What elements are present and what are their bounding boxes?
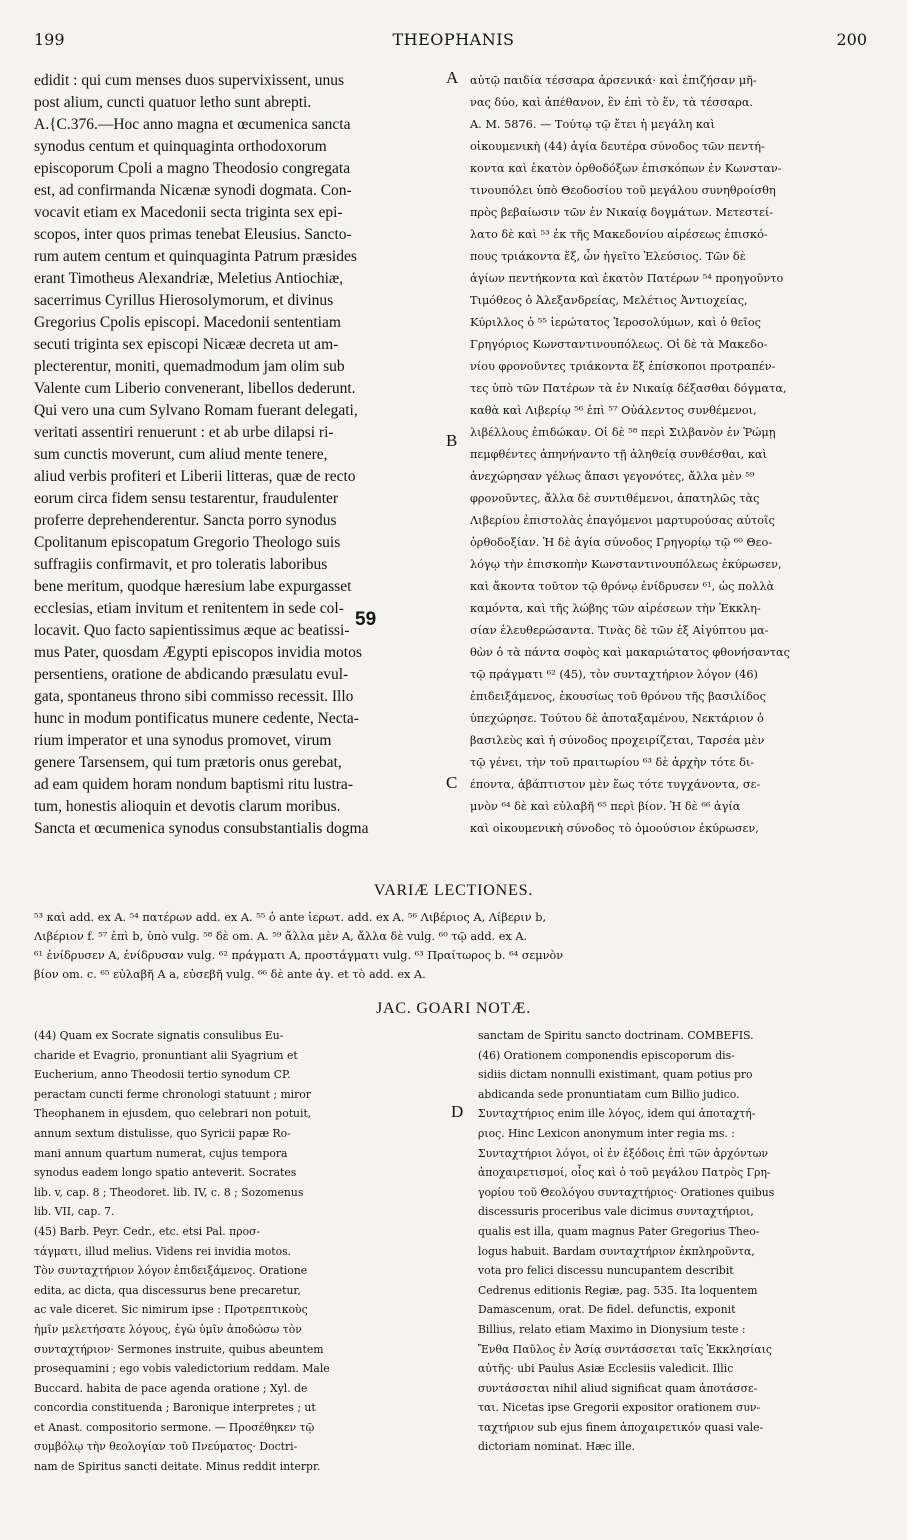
- note-line: prosequamini ; ego vobis valedictorium reddam. Male: [34, 1362, 330, 1376]
- page-number-right: 200: [836, 30, 867, 49]
- latin-line: edidit : qui cum menses duos supervixissent, unus: [34, 72, 344, 89]
- note-line: discessuris proceribus vale dicimus συνταχτήριοι,: [478, 1205, 754, 1219]
- note-line: Billius, relato etiam Maximo in Dionysium teste :: [478, 1322, 746, 1336]
- note-line: συμβόλῳ τὴν θεολογίαν τοῦ Πνεύματος· Doctri-: [34, 1440, 298, 1454]
- note-line: (45) Barb. Peyr. Cedr., etc. etsi Pal. προσ-: [34, 1224, 261, 1238]
- greek-line: σίαν ἐλευθερώσαντα. Τινὰς δὲ τῶν ἐξ Αἰγύπτου μα-: [470, 624, 769, 637]
- column-page-number: 59: [355, 609, 377, 630]
- notes-left-column: [34, 1026, 444, 1477]
- note-line: Damascenum, orat. De fidel. defunctis, exponit: [478, 1303, 736, 1317]
- greek-line: ὑπεχώρησε. Τούτου δὲ ἀποταξαμένου, Νεκτάριον ὁ: [470, 712, 764, 725]
- note-line: abdicanda sede pronuntiatam cum Billio judico.: [478, 1087, 740, 1101]
- note-line: annum sextum distulisse, quo Syricii papæ Ro-: [34, 1126, 291, 1140]
- variae-lectiones-heading: VARIÆ LECTIONES.: [373, 882, 534, 899]
- margin-letter-c: C: [446, 773, 458, 792]
- greek-line: πεμφθέντες ἀπηνήναντο τῇ ἀληθείᾳ συνθέσθαι, καὶ: [470, 448, 767, 461]
- notes-heading: JAC. GOARI NOTÆ.: [375, 1000, 532, 1017]
- note-line: lib. v, cap. 8 ; Theodoret. lib. IV, c. 8 ; Sozomenus: [34, 1185, 304, 1199]
- margin-letter-d: D: [451, 1102, 464, 1121]
- greek-line: μνὸν ⁶⁴ δὲ καὶ εὐλαβῆ ⁶⁵ περὶ βίον. Ἡ δὲ ⁶⁶ ἁγία: [470, 800, 741, 813]
- note-line: qualis est illa, quam magnus Pater Gregorius Theo-: [478, 1224, 760, 1238]
- latin-line: sum cunctis moverunt, cum aliud mente tenere,: [34, 446, 328, 463]
- greek-line: οἰκουμενικὴ (44) ἁγία δευτέρα σύνοδος τῶν πεντή-: [470, 140, 765, 153]
- latin-line: rum autem centum et quinquaginta Patrum præsides: [34, 248, 357, 265]
- greek-line: έποντα, ἀβάπτιστον μὲν ἕως τότε τυγχάνοντα, σε-: [470, 778, 761, 791]
- greek-line: βασιλεὺς καὶ ἡ σύνοδος προχειρίζεται, Ταρσέα μὲν: [470, 734, 765, 747]
- latin-line: scopos, inter quos primas tenebat Eleusius. Sancto-: [34, 226, 352, 243]
- note-line: peractam cuncti ferme chronologi statuunt ; miror: [34, 1087, 311, 1101]
- latin-line: aliud verbis profiteri et Liberii litteras, quæ de recto: [34, 468, 356, 485]
- margin-letter-b: B: [446, 431, 458, 450]
- latin-line: tum, honestis alioquin et devotis clarum moribus.: [34, 798, 341, 815]
- greek-line: καὶ ἄκοντα τοῦτον τῷ θρόνῳ ἐνίδρυσεν ⁶¹, ὡς πολλὰ: [470, 580, 775, 593]
- greek-column: [470, 70, 870, 840]
- note-line: logus habuit. Bardam συνταχτήριον ἐκπληροῦντα,: [478, 1244, 755, 1258]
- note-line: Ἔνθα Παῦλος ἐν Ἀσίᾳ συντάσσεται ταῖς Ἐκκλησίαις: [478, 1342, 772, 1356]
- greek-line: καὶ οἰκουμενικὴ σύνοδος τὸ ὁμοούσιον ἐκύρωσεν,: [470, 822, 759, 835]
- note-line: sidiis dictam nonnulli existimant, quam potius pro: [478, 1068, 753, 1082]
- latin-line: gata, spontaneus throno sibi commisso recessit. Illo: [34, 688, 354, 705]
- greek-line: ἐπιδειξάμενος, ἑκουσίως τοῦ θρόνου τῆς βασιλίδος: [470, 690, 766, 703]
- greek-line: νας δύο, καὶ ἀπέθανον, ἓν ἐπὶ τὸ ἕν, τὰ τέσσαρα.: [470, 96, 754, 109]
- note-line: (46) Orationem componendis episcoporum dis-: [478, 1048, 735, 1062]
- latin-line: Cpolitanum episcopatum Gregorio Theologo suis: [34, 534, 341, 551]
- note-line: Cedrenus editionis Regiæ, pag. 535. Ita loquentem: [478, 1283, 758, 1297]
- latin-line: est, ad confirmanda Nicænæ synodi dogmata. Con-: [34, 182, 352, 199]
- note-line: Buccard. habita de pace agenda oratione ; Xyl. de: [34, 1381, 308, 1395]
- note-line: vota pro felici discessu nuncupantem describit: [478, 1264, 734, 1278]
- latin-line: A.{C.376.—Hoc anno magna et œcumenica sancta: [34, 116, 351, 133]
- note-line: Theophanem in ejusdem, quo celebrari non potuit,: [34, 1107, 312, 1121]
- note-line: συντάσσεται nihil aliud significat quam ἀποτάσσε-: [478, 1381, 758, 1395]
- note-line: edita, ac dicta, qua discessurus bene precaretur,: [34, 1283, 301, 1297]
- greek-line: τῷ γένει, τὴν τοῦ πραιτωρίου ⁶³ δὲ ἀρχὴν τότε δι-: [470, 756, 755, 769]
- note-line: et Anast. compositorio sermone. — Προσέθηκεν τῷ: [34, 1420, 315, 1434]
- note-line: τάγματι, illud melius. Videns rei invidia motos.: [34, 1244, 292, 1258]
- note-line: γορίου τοῦ Θεολόγου συνταχτήριος· Orationes quibus: [478, 1185, 775, 1199]
- latin-line: Sancta et œcumenica synodus consubstantialis dogma: [34, 820, 369, 837]
- latin-column: [34, 70, 434, 840]
- note-line: ται. Nicetas ipse Gregorii expositor orationem συν-: [478, 1401, 761, 1415]
- greek-line: ἁγίων πεντήκοντα καὶ ἑκατὸν Πατέρων ⁵⁴ προηγοῦντο: [470, 272, 784, 285]
- greek-line: A. M. 5876. — Τούτῳ τῷ ἔτει ἡ μεγάλη καὶ: [470, 118, 715, 131]
- greek-line: Τιμόθεος ὁ Ἀλεξανδρείας, Μελέτιος Ἀντιοχείας,: [470, 294, 748, 307]
- greek-line: καθὰ καὶ Λιβερίῳ ⁵⁶ ἐπὶ ⁵⁷ Οὐάλεντος συνθέμενοι,: [470, 404, 757, 417]
- note-line: lib. VII, cap. 7.: [34, 1205, 115, 1219]
- greek-line: θὼν ὁ τὰ πάντα σοφὸς καὶ μακαριώτατος φθονήσαντας: [470, 646, 790, 659]
- note-line: nam de Spiritus sancti deitate. Minus reddit interpr.: [34, 1460, 321, 1474]
- latin-line: sacerrimus Cyrillus Hierosolymorum, et divinus: [34, 292, 334, 309]
- latin-line: locavit. Quo facto sapientissimus æque ac beatissi-: [34, 622, 350, 639]
- greek-line: φρονοῦντες, ἄλλα δὲ συντιθέμενοι, ἀπατηλῶς τὰς: [470, 492, 760, 505]
- greek-line: λατο δὲ καὶ ⁵³ ἐκ τῆς Μακεδονίου αἱρέσεως ἐπισκό-: [470, 228, 768, 241]
- variae-lectiones: [34, 908, 563, 984]
- page-number-left: 199: [34, 30, 65, 49]
- note-line: ταχτήριον sub ejus finem ἀποχαιρετικόν quasi vale-: [478, 1420, 764, 1434]
- greek-line: πρὸς βεβαίωσιν τῶν ἐν Νικαίᾳ δογμάτων. Μετεστεί-: [470, 206, 774, 219]
- latin-line: plecterentur, moniti, quemadmodum jam olim sub: [34, 358, 345, 375]
- latin-line: Gregorius Cpolis episcopi. Macedonii sententiam: [34, 314, 341, 331]
- greek-line: ἀνεχώρησαν γέλως ἅπασι γεγονότες, ἄλλα μὲν ⁵⁹: [470, 470, 755, 483]
- note-line: concordia constituenda ; Baronique interpretes ; ut: [34, 1401, 316, 1415]
- latin-line: genere Tarsensem, qui tum prætoris onus gerebat,: [34, 754, 342, 771]
- note-line: dictoriam nominat. Hæc ille.: [478, 1440, 635, 1454]
- variant-line: ⁶¹ ἐνίδρυσεν A, ἐνίδρυσαν vulg. ⁶² πράγματι A, προστάγματι vulg. ⁶³ Πραίτωρος b. ⁶⁴ σεμνὸν: [34, 949, 564, 962]
- variant-line: ⁵³ καὶ add. ex A. ⁵⁴ πατέρων add. ex A. ⁵⁵ ὁ ante ἱερωτ. add. ex A. ⁵⁶ Λιβέριος A, Λίβεριν b,: [34, 911, 547, 924]
- note-line: sanctam de Spiritu sancto doctrinam. COMBEFIS.: [478, 1029, 754, 1042]
- greek-line: τες ὑπὸ τῶν Πατέρων τὰ ἐν Νικαίᾳ δέξασθαι δόγματα,: [470, 382, 787, 395]
- greek-line: ὀρθοδοξίαν. Ἡ δὲ ἁγία σύνοδος Γρηγορίῳ τῷ ⁶⁰ Θεο-: [470, 536, 773, 549]
- latin-line: erant Timotheus Alexandriæ, Meletius Antiochiæ,: [34, 270, 344, 287]
- greek-line: τῷ πράγματι ⁶² (45), τὸν συνταχτήριον λόγον (46): [470, 668, 758, 681]
- greek-line: Κύριλλος ὁ ⁵⁵ ἱερώτατος Ἱεροσολύμων, καὶ ὁ θεῖος: [470, 316, 761, 329]
- variant-line: βίον om. c. ⁶⁵ εὐλαβῆ A a, εὐσεβῆ vulg. ⁶⁶ δὲ ante ἁγ. et τὸ add. ex A.: [34, 968, 426, 981]
- note-line: συνταχτήριον· Sermones instruite, quibus abeuntem: [34, 1342, 324, 1356]
- latin-line: secuti triginta sex episcopi Nicææ decreta ut am-: [34, 336, 339, 353]
- latin-line: bene meritum, quodque hæresium labe expurgasset: [34, 578, 352, 595]
- latin-line: Valente cum Liberio convenerant, libellos dederunt.: [34, 380, 356, 397]
- latin-line: persentiens, oratione de abdicando præsulatu evul-: [34, 666, 349, 683]
- variant-line: Λιβέριον f. ⁵⁷ ἐπὶ b, ὑπὸ vulg. ⁵⁸ δὲ om. A. ⁵⁹ ἄλλα μὲν A, ἄλλα δὲ vulg. ⁶⁰ τῷ add. ex A.: [34, 930, 528, 943]
- greek-line: Γρηγόριος Κωνσταντινουπόλεως. Οἱ δὲ τὰ Μακεδο-: [470, 338, 768, 351]
- note-line: ἀποχαιρετισμοί, οἷος καὶ ὁ τοῦ μεγάλου Πατρὸς Γρη-: [478, 1166, 771, 1180]
- greek-line: τινουπόλει ὑπὸ Θεοδοσίου τοῦ μεγάλου συνηθροίσθη: [470, 184, 776, 197]
- latin-line: proferre deprehenderentur. Sancta porro synodus: [34, 512, 337, 529]
- note-line: Eucherium, anno Theodosii tertio synodum CP.: [34, 1068, 291, 1082]
- latin-line: ad eam quidem horam nondum baptismi ritu lustra-: [34, 776, 353, 793]
- greek-line: πους τριάκοντα ἕξ, ὧν ἡγεῖτο Ἐλεύσιος. Τῶν δὲ: [470, 250, 746, 263]
- note-line: (44) Quam ex Socrate signatis consulibus Eu-: [34, 1029, 284, 1042]
- note-line: Συνταχτήριος enim ille λόγος, idem qui ἀποταχτή-: [478, 1107, 756, 1121]
- latin-line: mus Pater, quosdam Ægypti episcopos invidia motos: [34, 644, 362, 661]
- greek-line: Λιβερίου ἐπιστολὰς ἐπαγόμενοι μαρτυρούσας αὐτοῖς: [470, 514, 775, 527]
- note-line: ἡμῖν μελετήσατε λόγους, ἐγὼ ὑμῖν ἀποδώσω τὸν: [34, 1322, 302, 1336]
- greek-line: αὐτῷ παιδία τέσσαρα ἀρσενικά· καὶ ἐπιζήσαν μῆ-: [470, 74, 757, 87]
- greek-line: κοντα καὶ ἑκατὸν ὀρθοδόξων ἐπισκόπων ἐν Κωνσταν-: [470, 162, 782, 175]
- latin-line: rium imperator et una synodus promovet, virum: [34, 732, 332, 749]
- latin-line: ecclesias, etiam invitum et renitentem in sede col-: [34, 600, 344, 617]
- note-line: Συνταχτήριοι λόγοι, οἱ ἐν ἐξόδοις ἐπὶ τῶν ἀρχόντων: [478, 1146, 768, 1160]
- running-title: THEOPHANIS: [392, 30, 515, 49]
- notes-right-column: [478, 1026, 878, 1457]
- latin-line: veritati assentiri renuerunt : et ab urbe dilapsi ri-: [34, 424, 334, 441]
- greek-line: λιβέλλους ἐπιδώκαν. Οἱ δὲ ⁵⁸ περὶ Σιλβανὸν ἐν Ῥώμῃ: [470, 426, 776, 439]
- note-line: Τὸν συνταχτήριον λόγον ἐπιδειξάμενος. Oratione: [34, 1264, 308, 1278]
- greek-line: καμόντα, καὶ τῆς λώβης τῶν αἱρέσεων τὴν Ἐκκλη-: [470, 602, 761, 615]
- note-line: mani annum quartum numerat, cujus tempora: [34, 1146, 288, 1160]
- latin-line: vocavit etiam ex Macedonii secta triginta sex epi-: [34, 204, 343, 221]
- latin-line: synodus centum et quinquaginta orthodoxorum: [34, 138, 327, 155]
- latin-line: hunc in modum pontificatus munere cedente, Necta-: [34, 710, 359, 727]
- latin-line: episcoporum Cpoli a magno Theodosio congregata: [34, 160, 351, 177]
- note-line: ac vale diceret. Sic nimirum ipse : Προτρεπτικοὺς: [34, 1303, 308, 1317]
- margin-letter-a: A: [446, 68, 459, 87]
- latin-line: eorum circa fidem sensu testarentur, fraudulenter: [34, 490, 339, 507]
- note-line: synodus eadem longo spatio anteverit. Socrates: [34, 1166, 297, 1180]
- latin-line: Qui vero una cum Sylvano Romam fuerant delegati,: [34, 402, 358, 419]
- latin-line: post alium, cuncti quatuor letho sunt abrepti.: [34, 94, 312, 111]
- note-line: αὐτῆς· ubi Paulus Asiæ Ecclesiis valedicit. Illic: [478, 1362, 734, 1376]
- greek-line: λόγῳ τὴν ἐπισκοπὴν Κωνσταντινουπόλεως ἐκύρωσεν,: [470, 558, 782, 571]
- latin-line: suffragiis confirmavit, et pro toleratis laboribus: [34, 556, 328, 573]
- note-line: ριος. Hinc Lexicon anonymum inter regia ms. :: [478, 1126, 735, 1140]
- greek-line: νίου φρονοῦντες τριάκοντα ἕξ ἐπίσκοποι προτραπέν-: [470, 360, 776, 373]
- note-line: charide et Evagrio, pronuntiant alii Syagrium et: [34, 1048, 298, 1062]
